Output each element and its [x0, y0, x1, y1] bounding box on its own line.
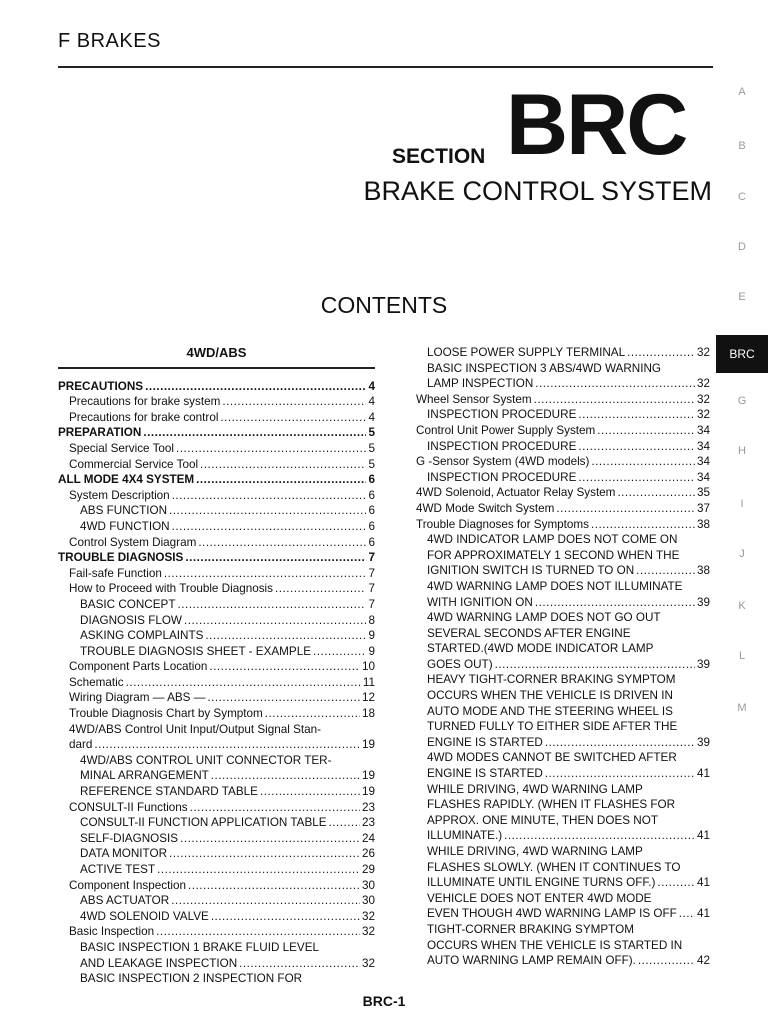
- toc-entry-text: 4WD/ABS Control Unit Input/Output Signal Stan-: [69, 722, 322, 736]
- toc-entry-text: ENGINE IS STARTED: [427, 735, 543, 749]
- toc-leader-dots: [535, 376, 695, 392]
- toc-entry[interactable]: [58, 535, 375, 551]
- toc-leader-dots: [260, 784, 360, 800]
- toc-page-number: 9: [368, 629, 375, 643]
- toc-entry-text: Control Unit Power Supply System: [416, 423, 596, 437]
- toc-leader-dots: [222, 394, 366, 410]
- toc-page-number: 41: [696, 829, 710, 843]
- toc-page-number: 32: [361, 956, 375, 970]
- toc-page-number: 30: [361, 894, 375, 908]
- toc-entry[interactable]: [58, 675, 375, 691]
- toc-entry-text: ACTIVE TEST: [80, 863, 156, 876]
- toc-leader-dots: [220, 410, 366, 426]
- toc-entry-text: INSPECTION PROCEDURE: [427, 470, 577, 484]
- toc-page-number: 35: [696, 486, 710, 500]
- toc-entry[interactable]: [405, 407, 710, 423]
- section-tab-b[interactable]: B: [738, 140, 746, 152]
- toc-page-number: 26: [361, 847, 375, 861]
- toc-leader-dots: [190, 800, 360, 816]
- toc-entry-text: SEVERAL SECONDS AFTER ENGINE: [427, 626, 631, 640]
- toc-entry[interactable]: [58, 940, 375, 971]
- section-tab-e[interactable]: E: [738, 291, 746, 303]
- toc-leader-dots: [157, 862, 360, 878]
- toc-page-number: 41: [696, 876, 710, 890]
- toc-entry-text: TIGHT-CORNER BRAKING SYMPTOM: [427, 922, 634, 936]
- toc-entry-text: SELF-DIAGNOSIS: [80, 831, 179, 845]
- toc-page-number: 32: [696, 377, 710, 391]
- section-tab-k[interactable]: K: [738, 600, 746, 612]
- toc-leader-dots: [591, 454, 695, 470]
- toc-entry[interactable]: [405, 392, 710, 408]
- toc-entry-text: MINAL ARRANGEMENT: [80, 769, 209, 783]
- toc-entry[interactable]: [58, 394, 375, 410]
- section-tab-j[interactable]: J: [739, 548, 745, 560]
- toc-leader-dots: [657, 875, 695, 891]
- toc-leader-dots: [638, 953, 695, 969]
- toc-entry-text: Commercial Service Tool: [69, 457, 199, 471]
- toc-page-number: 18: [361, 707, 375, 721]
- toc-column-heading: 4WD/ABS: [58, 345, 375, 369]
- toc-page-number: 4: [368, 395, 375, 409]
- toc-entry-text: TROUBLE DIAGNOSIS SHEET - EXAMPLE: [80, 644, 311, 658]
- toc-leader-dots: [617, 485, 695, 501]
- toc-entry-text: dard: [69, 738, 93, 752]
- toc-leader-dots: [679, 906, 695, 922]
- toc-entry-text: Component Inspection: [69, 878, 186, 892]
- toc-leader-dots: [177, 597, 366, 613]
- toc-entry-text: 4WD INDICATOR LAMP DOES NOT COME ON: [427, 533, 678, 547]
- section-tab-h[interactable]: H: [738, 445, 746, 457]
- toc-entry-text: Trouble Diagnosis Chart by Symptom: [69, 707, 263, 721]
- toc-entry-text: INSPECTION PROCEDURE: [427, 408, 577, 422]
- toc-page-number: 34: [696, 470, 710, 484]
- toc-entry[interactable]: [58, 800, 375, 816]
- toc-entry[interactable]: [405, 361, 710, 392]
- toc-leader-dots: [171, 893, 360, 909]
- toc-page-number: 38: [696, 564, 710, 578]
- toc-leader-dots: [265, 706, 360, 722]
- toc-page-number: 6: [368, 519, 375, 533]
- toc-leader-dots: [275, 581, 367, 597]
- toc-entry-text: 4WD Solenoid, Actuator Relay System: [416, 486, 616, 500]
- toc-page-number: 41: [696, 907, 710, 921]
- toc-entry-text: ILLUMINATE UNTIL ENGINE TURNS OFF.): [427, 876, 656, 890]
- toc-entry-text: AUTO WARNING LAMP REMAIN OFF).: [427, 954, 636, 968]
- toc-entry-text: Basic Inspection: [69, 925, 155, 939]
- toc-entry[interactable]: [58, 706, 375, 722]
- toc-entry[interactable]: [405, 501, 710, 517]
- toc-entry-text: Fail-safe Function: [69, 566, 162, 580]
- toc-page-number: 32: [361, 909, 375, 923]
- toc-leader-dots: [145, 379, 366, 395]
- toc-entry-text: System Description: [69, 488, 170, 502]
- toc-leader-dots: [545, 766, 695, 782]
- toc-entry[interactable]: [405, 891, 710, 922]
- toc-page-number: 30: [361, 878, 375, 892]
- toc-entry[interactable]: [405, 423, 710, 439]
- toc-page-number: 5: [368, 426, 375, 440]
- toc-entry-text: BASIC CONCEPT: [80, 597, 176, 611]
- toc-page-number: 19: [361, 785, 375, 799]
- toc-entry-text: 4WD WARNING LAMP DOES NOT GO OUT: [427, 611, 661, 625]
- section-tab-i[interactable]: I: [740, 498, 744, 510]
- toc-entry-text: LOOSE POWER SUPPLY TERMINAL: [427, 346, 626, 359]
- toc-entry[interactable]: [405, 844, 710, 891]
- toc-entry-text: LAMP INSPECTION: [427, 377, 534, 391]
- toc-leader-dots: [597, 423, 695, 439]
- toc-leader-dots: [164, 566, 367, 582]
- toc-entry[interactable]: [58, 566, 375, 582]
- toc-entry[interactable]: [405, 750, 710, 781]
- toc-entry-text: ILLUMINATE.): [427, 829, 503, 843]
- toc-left-entries: [58, 379, 375, 987]
- toc-page-number: 19: [361, 738, 375, 752]
- toc-entry[interactable]: [58, 893, 375, 909]
- toc-leader-dots: [196, 472, 366, 488]
- toc-page-number: 29: [361, 863, 375, 876]
- toc-entry[interactable]: [405, 345, 710, 361]
- toc-leader-dots: [313, 644, 366, 660]
- toc-page-number: 6: [368, 535, 375, 549]
- toc-entry-text: APPROX. ONE MINUTE, THEN DOES NOT: [427, 813, 658, 827]
- section-tab-brc[interactable]: BRC: [716, 335, 768, 373]
- toc-entry-text: PRECAUTIONS: [58, 379, 144, 393]
- toc-entry-text: Precautions for brake system: [69, 395, 221, 409]
- toc-page-number: 6: [368, 488, 375, 502]
- section-tab-a[interactable]: A: [738, 86, 746, 98]
- toc-entry-text: Precautions for brake control: [69, 410, 219, 424]
- toc-entry-text: PREPARATION: [58, 426, 142, 440]
- toc-leader-dots: [143, 425, 366, 441]
- toc-entry-text: GOES OUT): [427, 657, 493, 671]
- toc-entry[interactable]: [58, 878, 375, 894]
- toc-entry[interactable]: [58, 472, 375, 488]
- toc-entry-text: WHILE DRIVING, 4WD WARNING LAMP: [427, 845, 643, 858]
- toc-leader-dots: [578, 439, 695, 455]
- toc-page-number: 12: [361, 691, 375, 705]
- toc-entry-text: IGNITION SWITCH IS TURNED TO ON: [427, 564, 635, 578]
- toc-page-number: 38: [696, 517, 710, 531]
- toc-page-number: 34: [696, 423, 710, 437]
- toc-entry-text: Special Service Tool: [69, 441, 175, 455]
- toc-entry-text: WITH IGNITION ON: [427, 595, 533, 609]
- toc-entry[interactable]: [58, 597, 375, 613]
- toc-left-column: [58, 345, 375, 987]
- toc-entry[interactable]: [58, 379, 375, 395]
- toc-leader-dots: [627, 345, 695, 361]
- toc-entry-text: ASKING COMPLAINTS: [80, 629, 204, 643]
- toc-leader-dots: [556, 501, 695, 517]
- toc-leader-dots: [211, 909, 360, 925]
- toc-entry-text: 4WD MODES CANNOT BE SWITCHED AFTER: [427, 751, 677, 765]
- toc-entry-text: ABS FUNCTION: [80, 504, 168, 518]
- toc-entry-text: FLASHES SLOWLY. (WHEN IT CONTINUES TO: [427, 860, 681, 874]
- toc-entry[interactable]: [58, 550, 375, 566]
- toc-entry[interactable]: [405, 532, 710, 579]
- toc-entry[interactable]: [58, 846, 375, 862]
- page-number: BRC-1: [362, 993, 406, 1009]
- toc-entry-text: BASIC INSPECTION 2 INSPECTION FOR: [80, 972, 303, 986]
- section-tab-l[interactable]: L: [738, 650, 746, 662]
- toc-page-number: 32: [696, 392, 710, 406]
- toc-leader-dots: [211, 768, 360, 784]
- toc-entry-text: DIAGNOSIS FLOW: [80, 613, 182, 627]
- toc-entry-text: AND LEAKAGE INSPECTION: [80, 956, 238, 970]
- toc-entry-text: CONSULT-II FUNCTION APPLICATION TABLE: [80, 816, 327, 830]
- section-tab-d[interactable]: D: [738, 241, 746, 253]
- toc-leader-dots: [578, 407, 695, 423]
- header-rule: [58, 66, 713, 68]
- toc-entry-text: G -Sensor System (4WD models): [416, 455, 590, 469]
- toc-right-column: [405, 345, 710, 969]
- toc-leader-dots: [184, 613, 367, 629]
- toc-entry[interactable]: [58, 831, 375, 847]
- toc-entry[interactable]: [405, 485, 710, 501]
- toc-entry[interactable]: [405, 782, 710, 844]
- toc-entry[interactable]: [405, 672, 710, 750]
- toc-entry[interactable]: [405, 454, 710, 470]
- toc-page-number: 32: [696, 346, 710, 359]
- toc-leader-dots: [636, 563, 695, 579]
- toc-leader-dots: [209, 659, 360, 675]
- toc-page-number: 11: [362, 675, 375, 689]
- toc-entry[interactable]: [58, 690, 375, 706]
- toc-entry-text: CONSULT-II Functions: [69, 800, 188, 814]
- toc-leader-dots: [185, 550, 366, 566]
- toc-leader-dots: [126, 675, 361, 691]
- toc-entry[interactable]: [58, 503, 375, 519]
- toc-entry-text: ENGINE IS STARTED: [427, 767, 543, 781]
- toc-entry-text: INSPECTION PROCEDURE: [427, 439, 577, 453]
- toc-leader-dots: [578, 470, 695, 486]
- toc-entry-text: 4WD SOLENOID VALVE: [80, 909, 209, 923]
- toc-entry[interactable]: [58, 519, 375, 535]
- toc-leader-dots: [180, 831, 360, 847]
- toc-entry-text: Component Parts Location: [69, 660, 208, 674]
- toc-page-number: 32: [696, 408, 710, 422]
- toc-leader-dots: [534, 392, 695, 408]
- toc-page-number: 34: [696, 455, 710, 469]
- toc-page-number: 6: [368, 473, 375, 487]
- toc-leader-dots: [169, 846, 360, 862]
- section-tab-m[interactable]: M: [737, 702, 747, 714]
- toc-entry-text: 4WD FUNCTION: [80, 519, 170, 533]
- toc-page-number: 39: [696, 735, 710, 749]
- toc-leader-dots: [535, 595, 695, 611]
- toc-entry-text: STARTED.(4WD MODE INDICATOR LAMP: [427, 642, 654, 656]
- toc-entry[interactable]: [58, 425, 375, 441]
- toc-page-number: 7: [368, 582, 375, 596]
- toc-entry-text: Wheel Sensor System: [416, 392, 532, 406]
- toc-entry-text: Trouble Diagnoses for Symptoms: [416, 517, 590, 531]
- toc-entry-text: REFERENCE STANDARD TABLE: [80, 785, 258, 799]
- toc-leader-dots: [94, 737, 360, 753]
- toc-page-number: 7: [368, 597, 375, 611]
- toc-entry-text: Wiring Diagram — ABS —: [69, 691, 206, 705]
- toc-entry[interactable]: [405, 610, 710, 672]
- toc-entry[interactable]: [58, 581, 375, 597]
- toc-entry[interactable]: [58, 659, 375, 675]
- toc-page-number: 42: [696, 954, 710, 968]
- chapter-header: F BRAKES: [58, 30, 161, 52]
- toc-page-number: 39: [696, 595, 710, 609]
- toc-entry[interactable]: [58, 862, 375, 878]
- section-tab-g[interactable]: G: [737, 395, 747, 407]
- toc-right-entries: [405, 345, 710, 969]
- toc-leader-dots: [172, 519, 367, 535]
- toc-entry-text: Schematic: [69, 675, 124, 689]
- toc-leader-dots: [207, 690, 360, 706]
- toc-entry-text: BASIC INSPECTION 1 BRAKE FLUID LEVEL: [80, 940, 320, 954]
- toc-page-number: 23: [361, 816, 375, 830]
- toc-entry[interactable]: [58, 971, 375, 987]
- toc-entry-text: 4WD/ABS CONTROL UNIT CONNECTOR TER-: [80, 753, 332, 767]
- toc-entry[interactable]: [405, 517, 710, 533]
- contents-title: CONTENTS: [320, 292, 448, 318]
- toc-leader-dots: [591, 517, 695, 533]
- toc-page-number: 6: [368, 504, 375, 518]
- section-title: BRAKE CONTROL SYSTEM: [363, 176, 712, 206]
- toc-page-number: 32: [361, 925, 375, 939]
- toc-leader-dots: [495, 657, 695, 673]
- toc-leader-dots: [198, 535, 366, 551]
- toc-entry[interactable]: [58, 488, 375, 504]
- toc-entry[interactable]: [58, 644, 375, 660]
- toc-entry[interactable]: [405, 579, 710, 610]
- toc-entry[interactable]: [405, 439, 710, 455]
- toc-page-number: 4: [368, 410, 375, 424]
- toc-entry-text: TURNED FULLY TO EITHER SIDE AFTER THE: [427, 720, 678, 734]
- toc-entry[interactable]: [58, 441, 375, 457]
- toc-entry-text: How to Proceed with Trouble Diagnosis: [69, 582, 273, 596]
- toc-leader-dots: [504, 828, 695, 844]
- toc-entry-text: OCCURS WHEN THE VEHICLE IS DRIVEN IN: [427, 689, 673, 703]
- toc-page-number: 10: [361, 660, 375, 674]
- toc-entry[interactable]: [58, 722, 375, 753]
- toc-leader-dots: [156, 924, 360, 940]
- toc-entry[interactable]: [58, 924, 375, 940]
- toc-page-number: 34: [696, 439, 710, 453]
- toc-entry[interactable]: [58, 410, 375, 426]
- toc-leader-dots: [172, 488, 367, 504]
- toc-entry-text: EVEN THOUGH 4WD WARNING LAMP IS OFF: [427, 907, 677, 921]
- toc-entry-text: HEAVY TIGHT-CORNER BRAKING SYMPTOM: [427, 673, 676, 687]
- toc-page-number: 23: [361, 800, 375, 814]
- toc-page-number: 9: [368, 644, 375, 658]
- section-word: SECTION: [392, 145, 486, 168]
- toc-entry-text: Control System Diagram: [69, 535, 197, 549]
- toc-leader-dots: [329, 815, 360, 831]
- toc-leader-dots: [545, 735, 695, 751]
- toc-page-number: 4: [368, 379, 375, 393]
- toc-entry-text: 4WD WARNING LAMP DOES NOT ILLUMINATE: [427, 579, 683, 593]
- toc-page-number: 19: [361, 769, 375, 783]
- toc-entry-text: DATA MONITOR: [80, 847, 168, 861]
- section-tab-c[interactable]: C: [738, 191, 746, 203]
- toc-leader-dots: [200, 457, 366, 473]
- toc-page-number: 5: [368, 457, 375, 471]
- toc-entry-text: ABS ACTUATOR: [80, 894, 170, 908]
- toc-entry[interactable]: [405, 922, 710, 969]
- toc-entry[interactable]: [58, 753, 375, 784]
- toc-entry-text: ALL MODE 4X4 SYSTEM: [58, 473, 195, 487]
- toc-entry-text: VEHICLE DOES NOT ENTER 4WD MODE: [427, 891, 652, 905]
- toc-page-number: 5: [368, 441, 375, 455]
- toc-entry-text: OCCURS WHEN THE VEHICLE IS STARTED IN: [427, 938, 683, 952]
- toc-entry[interactable]: [58, 457, 375, 473]
- toc-entry-text: FLASHES RAPIDLY. (WHEN IT FLASHES FOR: [427, 798, 676, 812]
- toc-leader-dots: [188, 878, 360, 894]
- toc-page-number: 24: [361, 831, 375, 845]
- toc-page-number: 39: [696, 657, 710, 671]
- toc-entry[interactable]: [58, 909, 375, 925]
- toc-leader-dots: [205, 628, 366, 644]
- toc-entry-text: AUTO MODE AND THE STEERING WHEEL IS: [427, 704, 673, 718]
- toc-entry-text: FOR APPROXIMATELY 1 SECOND WHEN THE: [427, 548, 680, 562]
- toc-page-number: 7: [368, 551, 375, 565]
- toc-entry[interactable]: [58, 784, 375, 800]
- toc-leader-dots: [169, 503, 366, 519]
- toc-entry-text: 4WD Mode Switch System: [416, 501, 555, 515]
- toc-entry[interactable]: [58, 815, 375, 831]
- toc-page-number: 41: [696, 767, 710, 781]
- toc-leader-dots: [176, 441, 366, 457]
- toc-entry[interactable]: [58, 613, 375, 629]
- toc-entry-text: BASIC INSPECTION 3 ABS/4WD WARNING: [427, 361, 662, 375]
- toc-entry-text: WHILE DRIVING, 4WD WARNING LAMP: [427, 782, 643, 796]
- toc-page-number: 8: [368, 613, 375, 627]
- section-code: BRC: [506, 77, 687, 173]
- toc-entry-text: TROUBLE DIAGNOSIS: [58, 551, 184, 565]
- toc-page-number: 37: [696, 501, 710, 515]
- toc-entry[interactable]: [405, 470, 710, 486]
- toc-page-number: 7: [368, 566, 375, 580]
- toc-leader-dots: [239, 956, 360, 972]
- toc-entry[interactable]: [58, 628, 375, 644]
